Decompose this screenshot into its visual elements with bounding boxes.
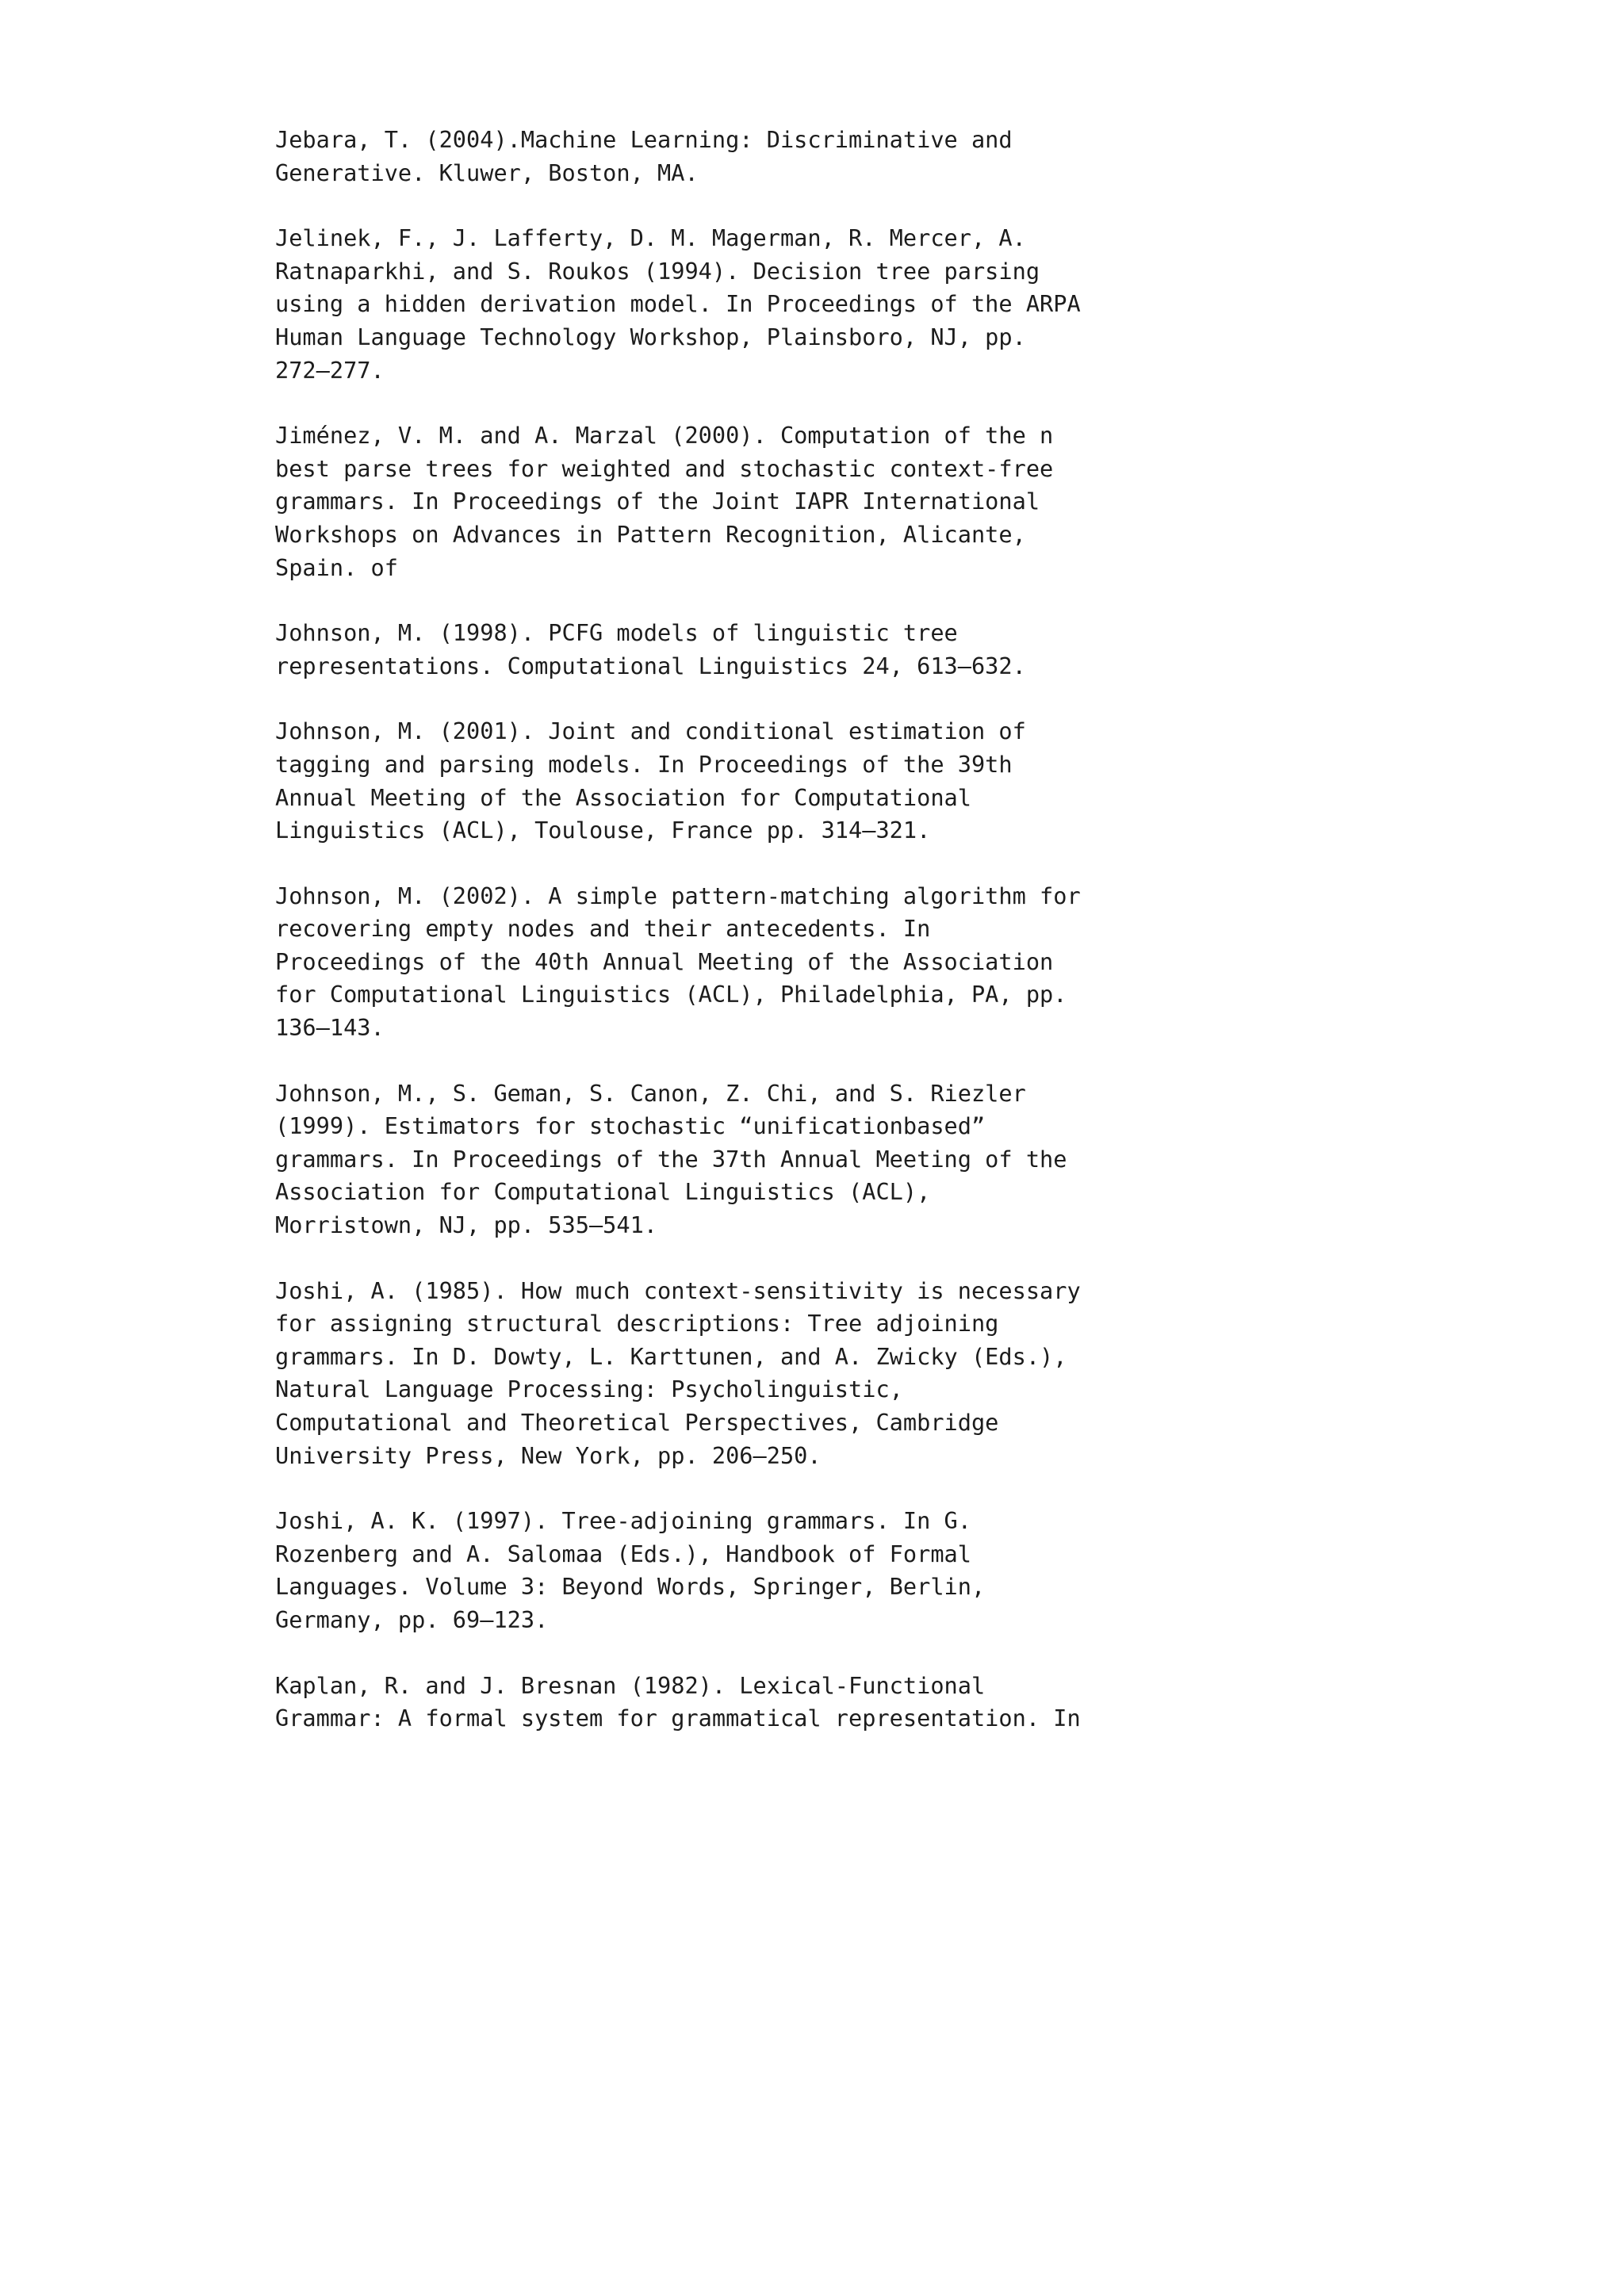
reference-entry: [275, 1275, 1385, 1473]
reference-line: Kaplan, R. and J. Bresnan (1982). Lexical-Functional: [275, 1671, 986, 1699]
reference-line: Spain. of: [275, 553, 398, 581]
reference-line: Annual Meeting of the Association for Computational: [275, 783, 971, 811]
reference-line: Johnson, M. (1998). PCFG models of linguistic tree: [275, 619, 958, 647]
reference-entry: [275, 880, 1385, 1045]
reference-line: Jelinek, F., J. Lafferty, D. M. Magerman, R. Mercer, A.: [275, 224, 1026, 252]
reference-line: Proceedings of the 40th Annual Meeting of the Association: [275, 947, 1054, 975]
reference-line: grammars. In D. Dowty, L. Karttunen, and A. Zwicky (Eds.),: [275, 1342, 1067, 1370]
reference-line: (1999). Estimators for stochastic “unificationbased”: [275, 1112, 986, 1140]
reference-line: Germany, pp. 69–123.: [275, 1605, 549, 1633]
reference-line: 272–277.: [275, 356, 385, 384]
reference-line: Jiménez, V. M. and A. Marzal (2000). Computation of the n: [275, 422, 1054, 450]
reference-line: Ratnaparkhi, and S. Roukos (1994). Decision tree parsing: [275, 257, 1040, 285]
reference-entry: [275, 1670, 1385, 1735]
reference-line: grammars. In Proceedings of the 37th Annual Meeting of the: [275, 1145, 1067, 1173]
reference-entry: [275, 222, 1385, 387]
reference-line: grammars. In Proceedings of the Joint IAPR International: [275, 488, 1040, 515]
reference-line: Johnson, M. (2001). Joint and conditional estimation of: [275, 718, 1026, 745]
reference-line: Association for Computational Linguistics (ACL),: [275, 1178, 931, 1206]
reference-entry: [275, 715, 1385, 847]
reference-line: Workshops on Advances in Pattern Recognition, Alicante,: [275, 520, 1026, 548]
reference-line: Grammar: A formal system for grammatical representation. In: [275, 1705, 1081, 1732]
reference-line: using a hidden derivation model. In Proceedings of the ARPA: [275, 290, 1081, 318]
reference-line: for assigning structural descriptions: Tree adjoining: [275, 1310, 999, 1337]
reference-line: Natural Language Processing: Psycholinguistic,: [275, 1376, 903, 1403]
reference-entry: [275, 1077, 1385, 1242]
reference-entry: [275, 419, 1385, 584]
reference-entry: [275, 124, 1385, 189]
reference-line: Jebara, T. (2004).Machine Learning: Discriminative and: [275, 126, 1013, 153]
reference-line: Johnson, M., S. Geman, S. Canon, Z. Chi, and S. Riezler: [275, 1079, 1026, 1107]
reference-list: [275, 124, 1385, 1768]
reference-line: 136–143.: [275, 1014, 385, 1042]
reference-entry: [275, 1505, 1385, 1636]
reference-line: tagging and parsing models. In Proceedings of the 39th: [275, 750, 1013, 778]
reference-line: representations. Computational Linguistics 24, 613–632.: [275, 652, 1026, 679]
reference-line: recovering empty nodes and their antecedents. In: [275, 915, 931, 943]
reference-line: Rozenberg and A. Salomaa (Eds.), Handbook of Formal: [275, 1540, 971, 1567]
reference-line: University Press, New York, pp. 206–250.: [275, 1441, 822, 1469]
reference-line: Morristown, NJ, pp. 535–541.: [275, 1211, 658, 1239]
reference-line: Joshi, A. K. (1997). Tree-adjoining grammars. In G.: [275, 1507, 971, 1535]
reference-line: Johnson, M. (2002). A simple pattern-matching algorithm for: [275, 882, 1081, 909]
reference-line: for Computational Linguistics (ACL), Philadelphia, PA, pp.: [275, 981, 1067, 1008]
reference-line: Generative. Kluwer, Boston, MA.: [275, 159, 699, 186]
reference-line: Human Language Technology Workshop, Plainsboro, NJ, pp.: [275, 323, 1026, 350]
reference-line: Joshi, A. (1985). How much context-sensitivity is necessary: [275, 1276, 1081, 1304]
reference-line: Computational and Theoretical Perspectives, Cambridge: [275, 1409, 999, 1436]
reference-line: Languages. Volume 3: Beyond Words, Springer, Berlin,: [275, 1573, 986, 1601]
reference-line: Linguistics (ACL), Toulouse, France pp. 314–321.: [275, 817, 931, 844]
reference-entry: [275, 617, 1385, 683]
reference-line: best parse trees for weighted and stochastic context-free: [275, 454, 1054, 482]
